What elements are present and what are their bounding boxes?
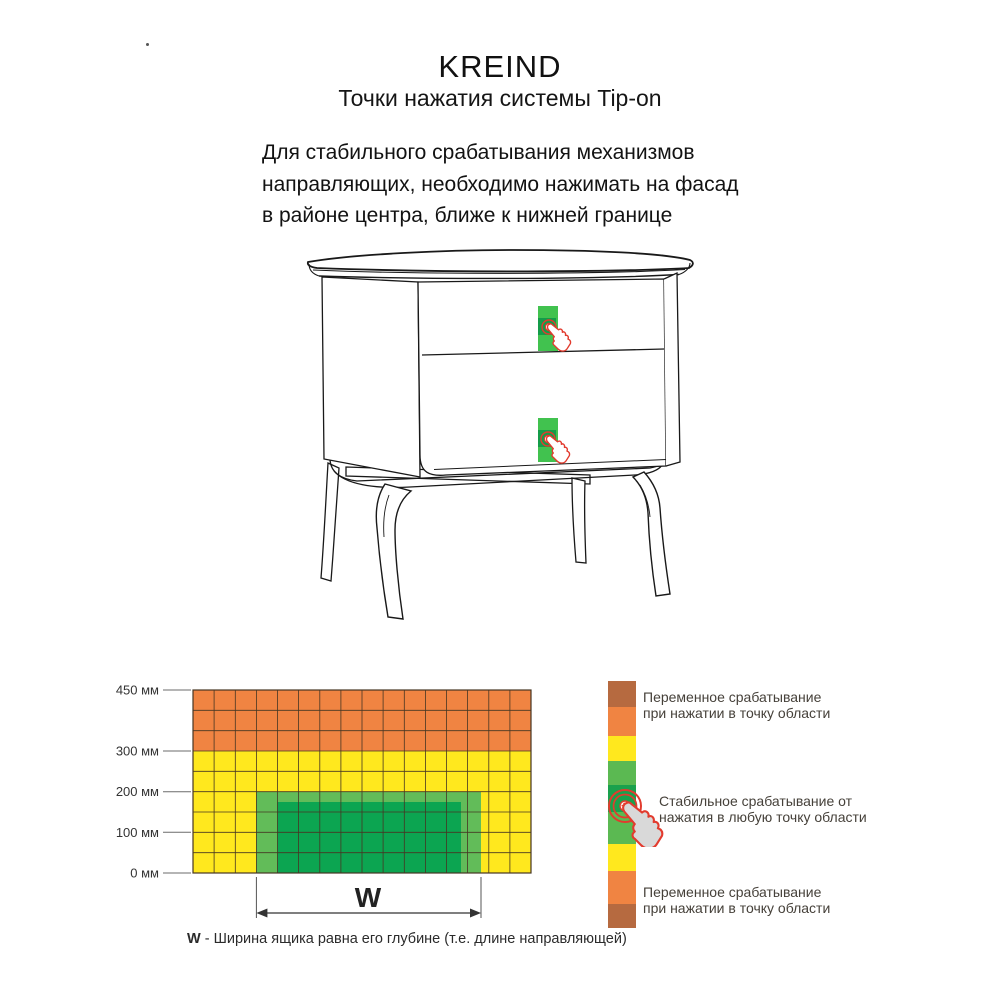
side-panel [322,277,420,477]
w-dimension [256,877,481,918]
intro-line: Для стабильного срабатывания механизмов [262,141,695,164]
tap-hand-icon [623,802,662,847]
cabinet-body [322,273,680,477]
intro-line: в районе центра, ближе к нижней границе [262,204,673,227]
front-right-leg [633,472,670,596]
legend-segment [608,871,636,904]
legend-segment [608,904,636,928]
w-caption-text: - Ширина ящика равна его глубине (т.е. длине направляющей) [200,931,627,947]
w-caption [187,931,627,947]
press-zone-chart [100,680,580,950]
back-right-leg [572,478,586,563]
legend-tap-icon [592,772,667,847]
legend-segment [608,736,636,761]
y-tick-label: 300 мм [115,743,159,759]
brand-title: KREIND [438,49,562,84]
right-side-edge [664,273,680,466]
zone-green-stable [278,802,462,873]
cabinet-front-legs [376,472,670,619]
legend-label-stable: Стабильное срабатывание от нажатия в любую точку области [659,793,867,825]
legend-segment [608,844,636,871]
y-axis-ticks [163,690,191,873]
intro-line: направляющих, необходимо нажимать на фасад [262,172,739,196]
page-subtitle: Точки нажатия системы Tip-on [338,85,662,111]
legend-segment [608,707,636,736]
y-tick-label: 200 мм [115,784,159,800]
stray-dot [146,43,149,46]
y-tick-label: 0 мм [130,865,159,881]
y-axis-labels [116,683,159,881]
cabinet-top [308,250,693,278]
legend-label-variable-bottom: Переменное срабатывание при нажатии в точку области [643,884,831,916]
y-tick-label: 450 мм [115,682,159,698]
y-tick-label: 100 мм [115,824,159,840]
w-dimension-label: W [354,882,382,913]
cabinet-illustration [300,245,710,630]
legend-segment [608,681,636,707]
w-caption-bold: W [187,931,201,947]
front-left-leg [376,484,411,619]
legend-label-variable-top: Переменное срабатывание при нажатии в точку области [643,689,831,721]
intro-paragraph [262,137,739,232]
back-left-leg [321,463,339,581]
